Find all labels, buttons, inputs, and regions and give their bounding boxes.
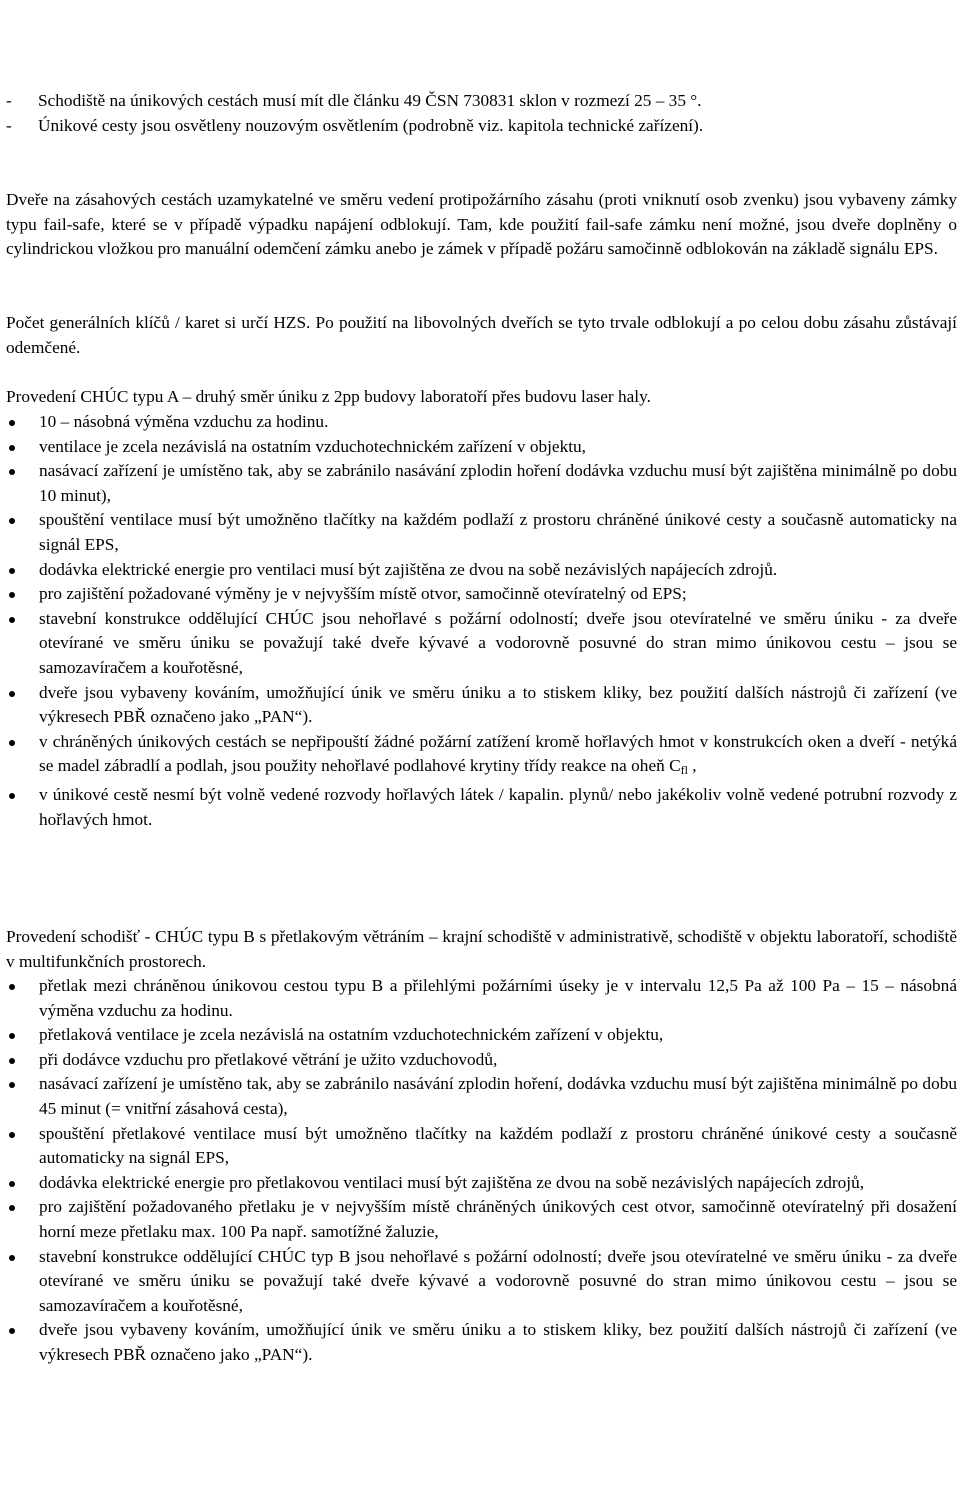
list-item-text: dveře jsou vybaveny kováním, umožňující únik ve směru úniku a to stiskem kliky, bez použití dalších nástrojů či zařízení (ve výkresech PBŘ označeno jako „PAN“). [39,1320,957,1364]
list-item-text: spouštění přetlakové ventilace musí být umožněno tlačítky na každém podlaží z prostoru chráněné únikové cesty a současně automaticky na signál EPS, [39,1123,957,1168]
list-item [6,783,957,832]
list-item-text: v únikové cestě nesmí být volně vedené rozvody hořlavých látek / kapalin. plynů/ nebo jakékoliv volně vedené potrubní rozvody z hořlavých hmot. [39,784,957,829]
list-item-text: nasávací zařízení je umístěno tak, aby se zabránilo nasávání zplodin hoření, dodávka vzduchu musí být zajištěna minimálně po dobu 45 minut (= vnitřní zásahová cesta), [39,1074,957,1118]
dash-marker: - [6,115,12,135]
list-item [6,681,957,730]
list-item [6,582,957,607]
list-item-text: při dodávce vzduchu pro přetlakové větrání je užito vzduchovodů, [39,1049,498,1069]
list-item-text: stavební konstrukce oddělující CHÚC jsou nehořlavé s požární odolností; dveře jsou otevíratelné ve směru úniku - za dveře otevírané ve směru úniku se považují také dveře kývavé a vodorovně posuvné do stran mimo únikovou cestu – jsou se samozavíračem a kouřotěsné, [39,608,957,677]
heading-chuc-type-a: Provedení CHÚC typu A – druhý směr úniku z 2pp budovy laboratoří přes budovu laser haly. [6,387,651,406]
list-item [6,558,957,583]
dash-item [6,89,946,114]
list-item [6,410,957,435]
chuc-a-bullet-list [6,410,957,832]
requirements-dash-list [6,89,946,138]
list-item [6,1048,957,1073]
list-item [6,1245,957,1319]
list-item [6,1171,957,1196]
dash-item-text: Schodiště na únikových cestách musí mít dle článku 49 ČSN 730831 sklon v rozmezí 25 – 35 °. [38,91,702,110]
list-item-text: přetlaková ventilace je zcela nezávislá na ostatním vzduchotechnickém zařízení v objektu, [39,1025,664,1045]
list-item-text: ventilace je zcela nezávislá na ostatním vzduchotechnickém zařízení v objektu, [39,436,586,456]
list-item [6,1023,957,1048]
list-item-text: stavební konstrukce oddělující CHÚC typ B jsou nehořlavé s požární odolností; dveře jsou otevíratelné ve směru úniku - za dveře otevírané ve směru úniku se považují také dveře kývavé a vodorovně posuvné do stran mimo únikovou cestu – jsou se samozavíračem a kouřotěsné, [39,1246,957,1315]
dash-item [6,114,946,139]
list-item-text: pro zajištění požadované výměny je v nejvyšším místě otvor, samočinně otevíratelný od EPS; [39,584,687,604]
subscript-text: fl [680,763,688,778]
list-item-text: dodávka elektrické energie pro ventilaci musí být zajištěna ze dvou na sobě nezávislých napájecích zdrojů. [39,559,778,579]
list-item [6,1072,957,1121]
list-item-text: v chráněných únikových cestách se nepřipouští žádné požární zatížení kromě hořlavých hmot v konstrukcích oken a dveří - netýká se madel zábradlí a podlah, jsou použity nehořlavé podlahové krytiny třídy reakce na oheň C [39,731,957,776]
dash-item-text: Únikové cesty jsou osvětleny nouzovým osvětlením (podrobně viz. kapitola technické zařízení). [38,115,704,135]
list-item [6,435,957,460]
list-item-text: spouštění ventilace musí být umožněno tlačítky na každém podlaží z prostoru chráněné únikové cesty a současně automaticky na signál EPS, [39,510,957,554]
dash-marker: - [6,91,12,110]
list-item-text: 10 – násobná výměna vzduchu za hodinu. [39,412,329,431]
list-item [6,459,957,508]
list-item [6,508,957,557]
paragraph-keys: Počet generálních klíčů / karet si určí HZS. Po použití na libovolných dveřích se tyto trvale odblokují a po celou dobu zásahu zůstávají odemčené. [6,313,957,357]
list-item-text: dodávka elektrické energie pro přetlakovou ventilaci musí být zajištěna ze dvou na sobě nezávislých napájecích zdrojů, [39,1172,865,1192]
list-item-text: dveře jsou vybaveny kováním, umožňující únik ve směru úniku a to stiskem kliky, bez použití dalších nástrojů či zařízení (ve výkresech PBŘ označeno jako „PAN“). [39,682,957,727]
list-item-text: nasávací zařízení je umístěno tak, aby se zabránilo nasávání zplodin hoření dodávka vzduchu musí být zajištěna minimálně po dobu 10 minut), [39,461,957,505]
list-item [6,974,957,1023]
list-item-text: přetlak mezi chráněnou únikovou cestou typu B a přilehlými požárními úseky je v intervalu 12,5 Pa až 100 Pa – 15 – násobná výměna vzduchu za hodinu. [39,976,957,1020]
list-item [6,1122,957,1171]
chuc-b-bullet-list [6,974,957,1368]
list-item [6,1195,957,1244]
list-item [6,607,957,681]
list-item-text: pro zajištění požadovaného přetlaku je v nejvyšším místě chráněných únikových cest otvor, samočinně otevíratelný při dosažení horní meze přetlaku max. 100 Pa např. samotížné žaluzie, [39,1197,957,1241]
heading-chuc-type-b: Provedení schodišť - CHÚC typu B s přetlakovým větráním – krajní schodiště v administrativě, schodiště v objektu laboratoří, schodiště v multifunkčních prostorech. [6,927,957,971]
list-item [6,730,957,783]
list-item-tail: , [687,756,697,776]
paragraph-doors: Dveře na zásahových cestách uzamykatelné ve směru vedení protipožárního zásahu (proti vniknutí osob zvenku) jsou vybaveny zámky typu fail-safe, které se v případě výpadku napájení odblokují. Tam, kde použití fail-safe zámku není možné, jsou dveře doplněny o cylindrickou vložkou pro manuální odemčení zámku anebo je zámek v případě požáru samočinně odblokován na základě signálu EPS. [6,190,957,259]
list-item [6,1318,957,1367]
